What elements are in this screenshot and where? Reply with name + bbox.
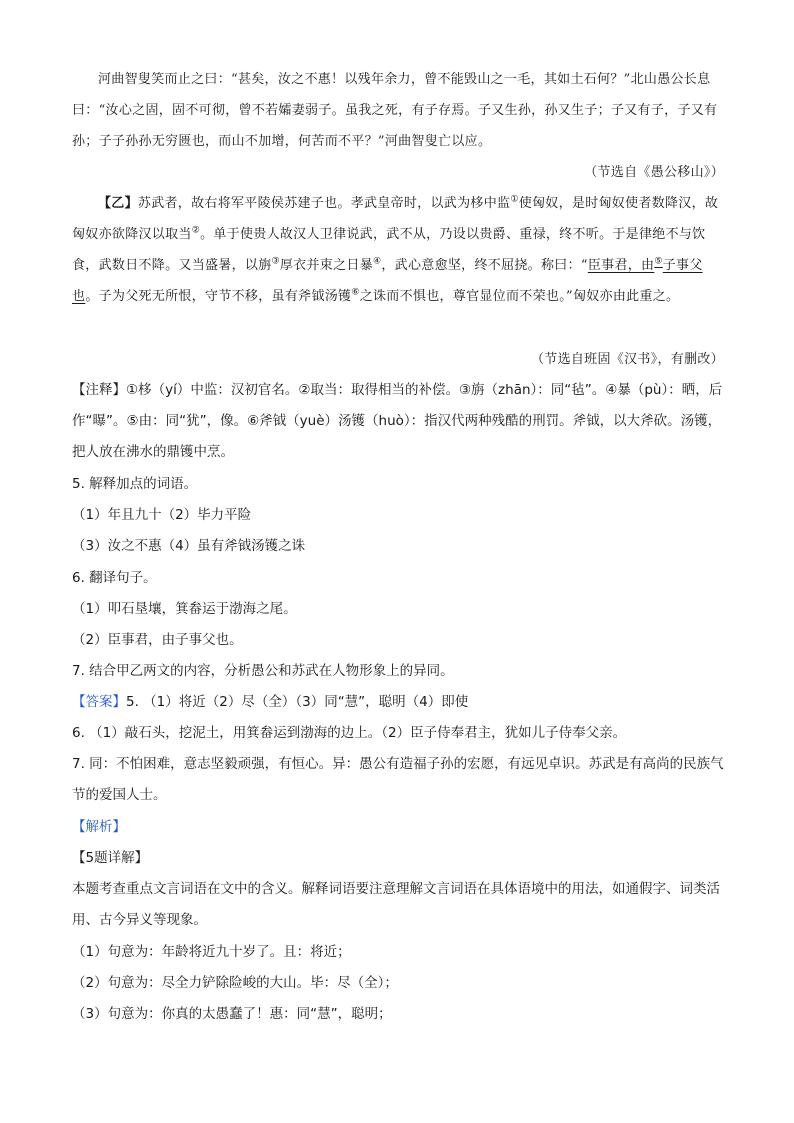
analysis-line-2: （2）句意为：尽全力铲除险峻的大山。毕：尽（全）；: [72, 975, 398, 991]
question-6-item-1: （1）叩石垦壤，箕畚运于渤海之尾。: [72, 601, 297, 617]
notes-label: 【注释】: [72, 382, 126, 398]
notes-text: ①栘（yí）中监：汉初官名。②取当：取得相当的补偿。③旃（zhān）：同“毡”。④暴（pù）：晒，后作“曝”。⑤由：同“犹”，像。⑥斧钺（yuè）汤镬（huò）：指汉代两种残酷的刑罚。斧钺，以大斧砍。汤镬，把人放在沸水的鼎镬中烹。: [72, 382, 723, 460]
passage-b-seg-5: ，武心意愈坚，终不屈挠。称曰：“: [381, 258, 588, 273]
passage-a-body: 河曲智叟笑而止之曰：“甚矣，汝之不惠！以残年余力，曾不能毁山之一毛，其如土石何？”北山愚公长息曰：“汝心之固，固不可彻，曾不若孀妻弱子。虽我之死，有子存焉。子又生孙，孙又生子；子又有子，子又有孙；子子孙孙无穷匮也，而山不加增，何苦而不平？”河曲智叟亡以应。: [72, 72, 718, 149]
question-5-items-1: （1）年且九十（2）毕力平险: [72, 507, 252, 523]
underlined-phrase: 臣事君，由: [587, 258, 655, 273]
underlined-phrase-2: 子事父也: [72, 258, 703, 304]
note-mark-1: ①: [510, 194, 519, 205]
notes: [72, 375, 724, 468]
analysis-label: 【解析】: [72, 819, 126, 835]
passage-b-seg-2: 使匈奴，是时匈奴使者数降汉，故匈奴亦欲降汉以取当: [72, 196, 719, 242]
question-7: 7. 结合甲乙两文的内容，分析愚公和苏武在人物形象上的异同。: [72, 663, 454, 679]
note-mark-6: ⑥: [351, 287, 360, 298]
analysis-intro: 本题考查重点文言词语在文中的含义。解释词语要注意理解文言词语在具体语境中的用法，如通假字、词类活用、古今异义等现象。: [72, 881, 720, 928]
passage-b-seg-3: 。单于使贵人故汉人卫律说武，武不从，乃设以贵爵、重禄，终不听。于是律绝不与饮食，武数日不降。又当盛暑，以旃: [72, 227, 706, 273]
passage-b-seg-1: 苏武者，故右将军平陵侯苏建子也。孝武皇帝时，以武为栘中监: [137, 196, 511, 211]
passage-b-tag: 【乙】: [98, 196, 138, 211]
passage-b-text: [72, 188, 724, 312]
answer-5: [72, 687, 724, 718]
answer-6: 6. （1）敲石头，挖泥土，用箕畚运到渤海的边上。（2）臣子侍奉君主，犹如儿子侍奉父亲。: [72, 725, 627, 741]
answer-5-text: 5. （1）将近（2）尽（全）（3）同“慧”，聪明（4）即使: [126, 694, 469, 710]
note-mark-5: ⑤: [654, 256, 663, 267]
question-5-items-2: （3）汝之不惠（4）虽有斧钺汤镬之诛: [72, 538, 306, 554]
q5-detail-heading: 【5题详解】: [72, 850, 149, 866]
passage-b-seg-7: 之诛而不惧也，尊官显位而不荣也。”匈奴亦由此重之。: [359, 289, 680, 304]
analysis-line-3: （3）句意为：你真的太愚蠢了！惠：同“慧”，聪明；: [72, 1006, 392, 1022]
passage-a-source: （节选自《愚公移山》）: [584, 165, 724, 180]
answer-label: 【答案】: [72, 694, 126, 710]
question-6-item-2: （2）臣事君，由子事父也。: [72, 632, 243, 648]
analysis-line-1: （1）句意为：年龄将近九十岁了。且：将近；: [72, 944, 351, 960]
answer-7: 7. 同：不怕困难，意志坚毅顽强，有恒心。异：愚公有造福子孙的宏愿，有远见卓识。苏武是有高尚的民族气节的爱国人士。: [72, 756, 724, 803]
passage-a-text: [72, 64, 724, 157]
passage-b-source: （节选自班固《汉书》，有删改）: [530, 352, 724, 367]
passage-b-seg-6: 。子为父死无所恨，守节不移，虽有斧钺汤镬: [85, 289, 352, 304]
note-mark-4: ④: [373, 256, 382, 267]
passage-b-seg-4: 厚衣并束之日暴: [279, 258, 373, 273]
question-6: 6. 翻译句子。: [72, 570, 157, 586]
note-mark-3: ③: [271, 256, 280, 267]
question-5: 5. 解释加点的词语。: [72, 476, 198, 492]
note-mark-2: ②: [191, 225, 201, 236]
